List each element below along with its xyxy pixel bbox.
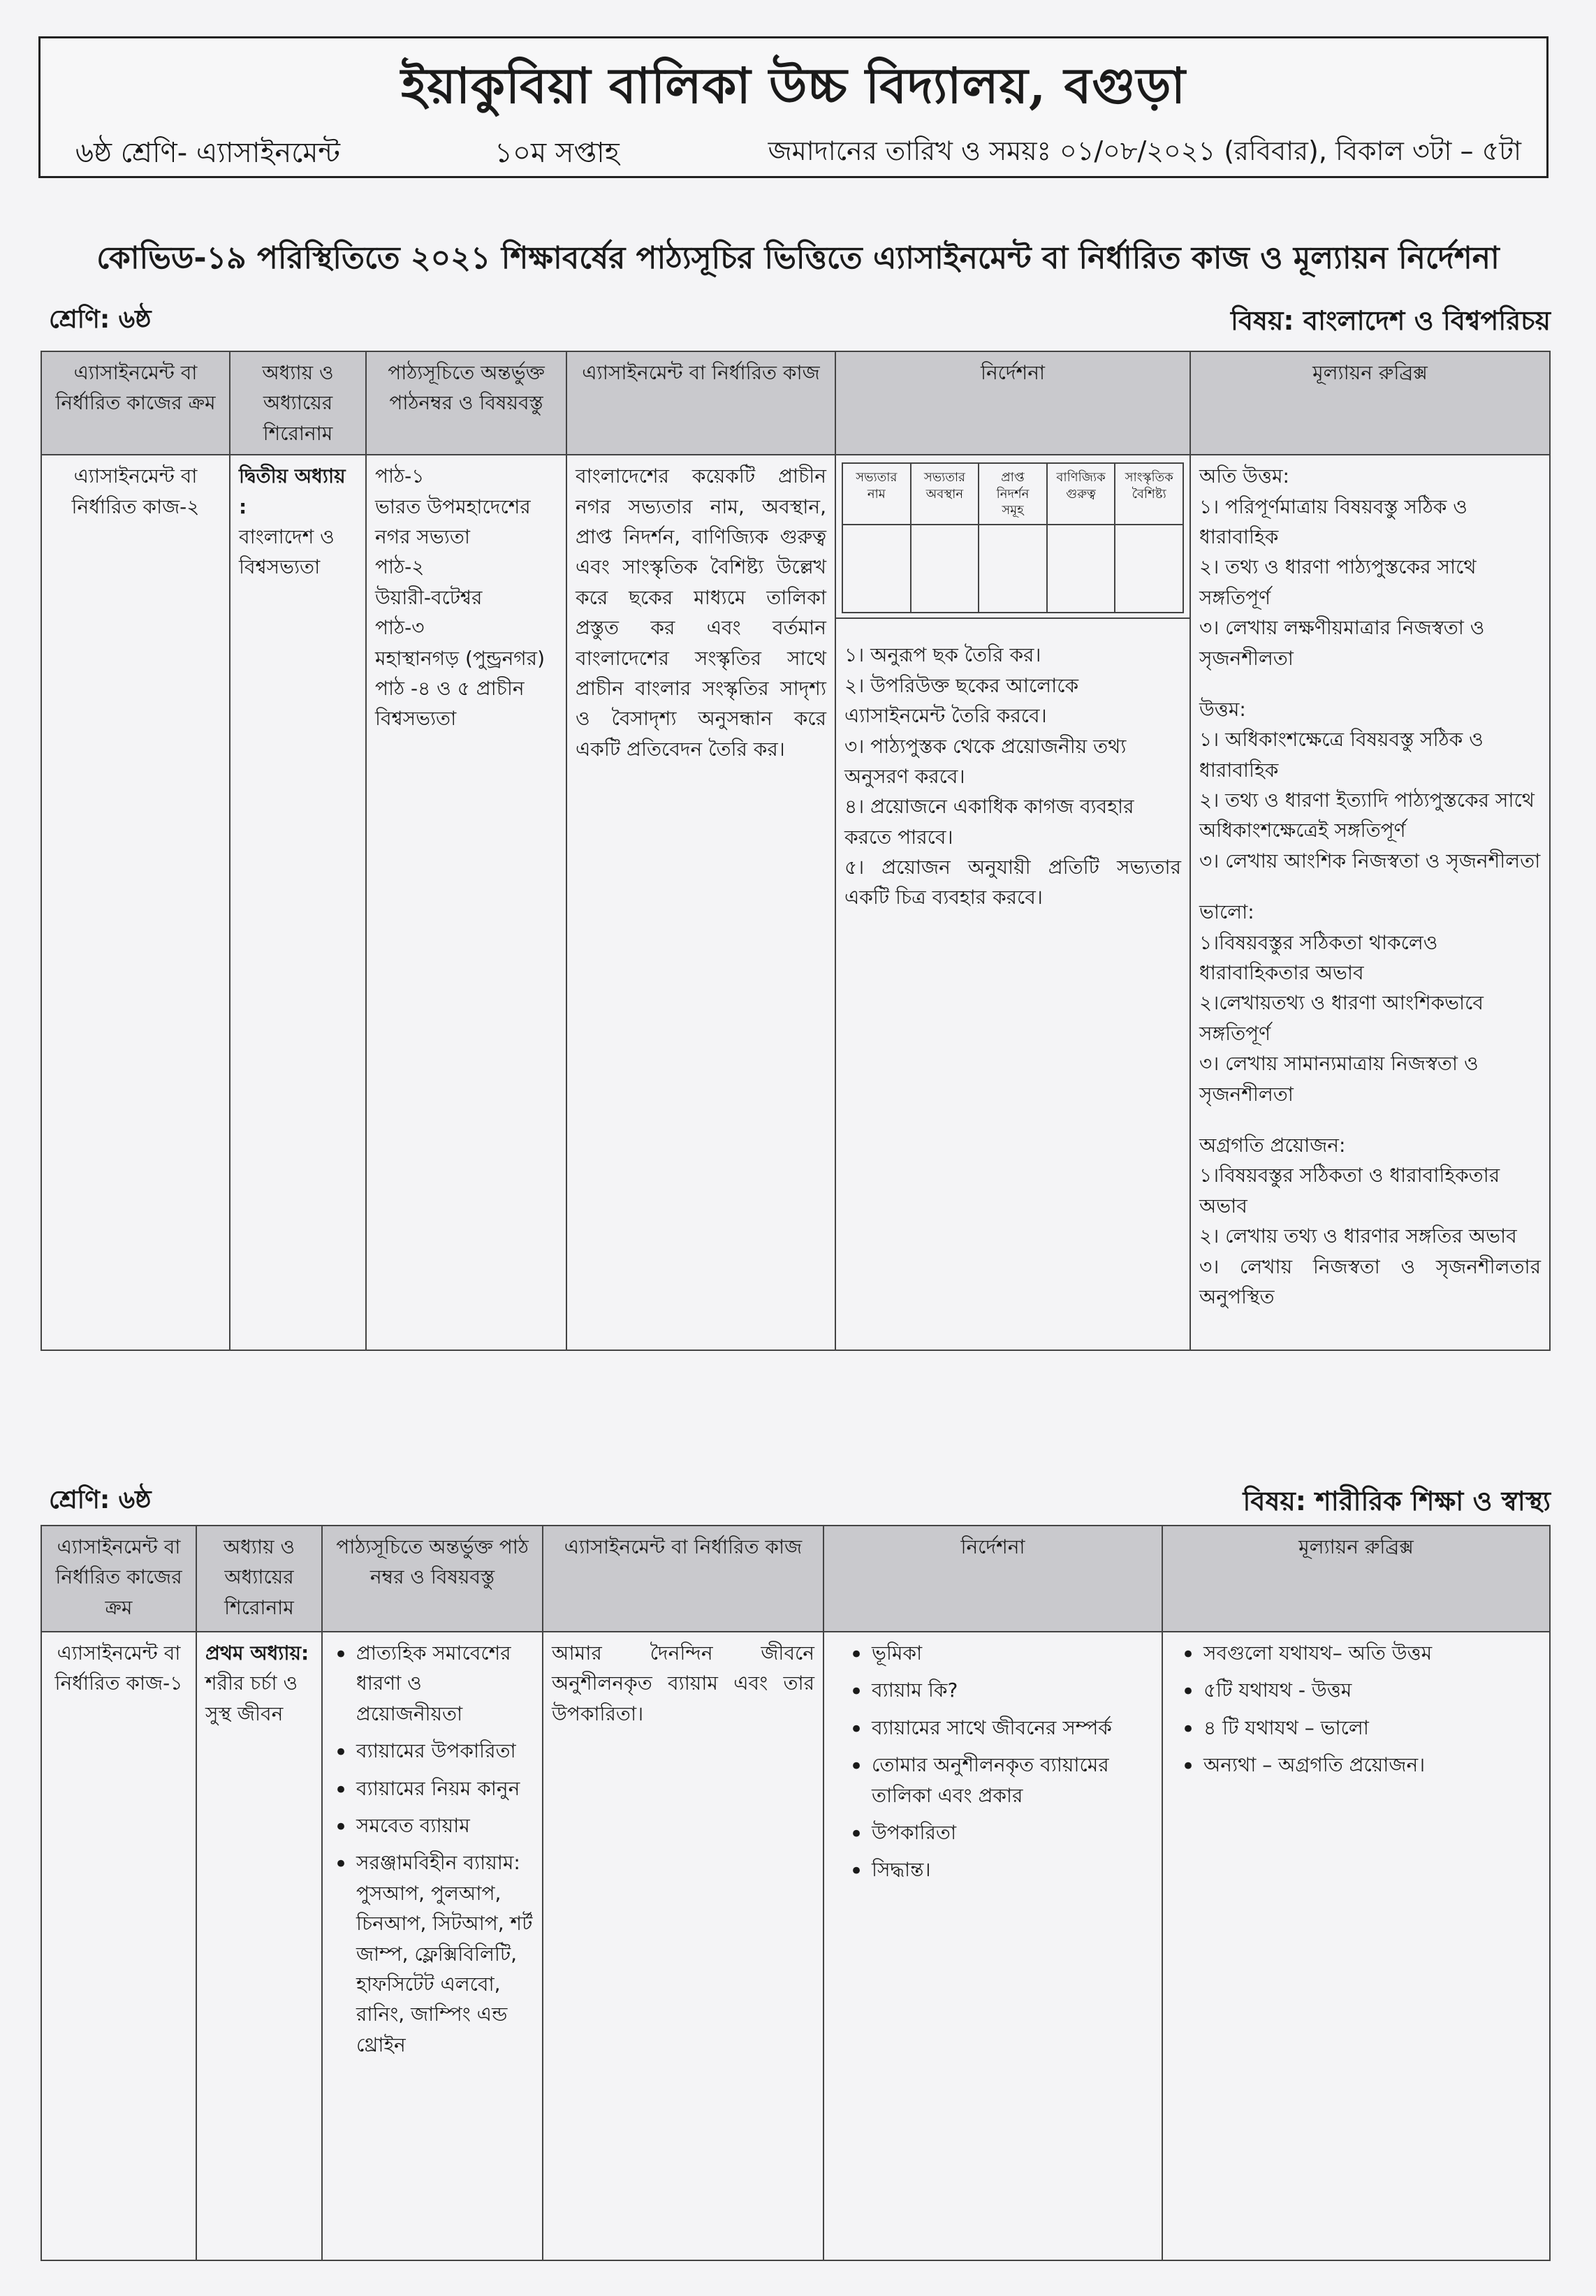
instruction-item: ৩। পাঠ্যপুস্তক থেকে প্রয়োজনীয় তথ্য অনুসরণ করবে।	[844, 734, 1127, 788]
lesson-item: • সরঞ্জামবিহীন ব্যায়াম: পুসআপ, পুলআপ, চিনআপ, সিটআপ, শর্ট জাম্প, ফ্লেক্সিবিলিটি, হাফসিটেট এলবো, রানিং, জাম্পিং এন্ড থ্রোইন	[331, 1848, 534, 2060]
section1-class-label: শ্রেণি: ৬ষ্ঠ	[49, 305, 152, 334]
lesson-line: পাঠ-১	[375, 465, 425, 488]
col-header-lessons: পাঠ্যসূচিতে অন্তর্ভুক্ত পাঠ নম্বর ও বিষয়বস্তু	[322, 1526, 543, 1632]
lesson-item: • সমবেত ব্যায়াম	[331, 1811, 534, 1841]
lesson-line: পাঠ-২	[375, 555, 425, 579]
section2-header-row	[41, 1526, 1550, 1632]
col-header-rubrics: মূল্যায়ন রুব্রিক্স	[1190, 351, 1550, 455]
rubric-item: ২। তথ্য ও ধারণা ইত্যাদি পাঠ্যপুস্তকের সাথে অধিকাংশক্ষেত্রেই সঙ্গতিপূর্ণ	[1199, 789, 1535, 842]
rubrics-cell	[1162, 1632, 1550, 2260]
sample-col-relics: প্রাপ্ত নিদর্শন সমূহ	[979, 463, 1047, 525]
instructions-list	[833, 1638, 1153, 1885]
instruction-item: • ব্যায়াম কি?	[847, 1675, 1153, 1705]
lesson-item: • ব্যায়ামের নিয়ম কানুন	[331, 1774, 534, 1804]
instruction-item: • উপকারিতা	[847, 1818, 1153, 1848]
assignment-no-cell: এ্যাসাইনমেন্ট বা নির্ধারিত কাজ-২	[41, 455, 230, 1350]
sample-col-location: সভ্যতার অবস্থান	[911, 463, 979, 525]
rubric-level: অতি উত্তম:	[1199, 465, 1289, 488]
instruction-item: • ব্যায়ামের সাথে জীবনের সম্পর্ক	[847, 1713, 1153, 1743]
sample-col-trade: বাণিজ্যিক গুরুত্ব	[1047, 463, 1115, 525]
chapter-bold: দ্বিতীয় অধ্যায় :	[239, 465, 346, 518]
instructions-cell	[835, 455, 1190, 1350]
header-box	[38, 36, 1549, 178]
instructions-list	[836, 617, 1189, 913]
instructions-cell	[823, 1632, 1162, 2260]
sample-col-name: সভ্যতার নাম	[842, 463, 911, 525]
section1-table	[41, 351, 1551, 1351]
col-header-lessons: পাঠ্যসূচিতে অন্তর্ভুক্ত পাঠনম্বর ও বিষয়বস্তু	[366, 351, 566, 455]
lesson-item: • প্রাত্যহিক সমাবেশের ধারণা ও প্রয়োজনীয়তা	[331, 1638, 534, 1729]
assignment-no-cell: এ্যাসাইনমেন্ট বা নির্ধারিত কাজ-১	[41, 1632, 196, 2260]
rubric-item: ২।লেখায়তথ্য ও ধারণা আংশিকভাবে সঙ্গতিপূর্ণ	[1199, 991, 1484, 1045]
chapter-title: বাংলাদেশ ও বিশ্বসভ্যতা	[239, 525, 335, 579]
col-header-instructions: নির্দেশনা	[823, 1526, 1162, 1632]
rubric-item: ২। তথ্য ও ধারণা পাঠ্যপুস্তকের সাথে সঙ্গতিপূর্ণ	[1199, 555, 1477, 609]
chapter-cell	[230, 455, 366, 1350]
lesson-item: • ব্যায়ামের উপকারিতা	[331, 1736, 534, 1766]
lesson-line: পাঠ -৪ ও ৫ প্রাচীন বিশ্বসভ্যতা	[375, 676, 525, 731]
rubric-item: ১।বিষয়বস্তুর সঠিকতা ও ধারাবাহিকতার অভাব	[1199, 1164, 1500, 1218]
col-header-assignment-no: এ্যাসাইনমেন্ট বা নির্ধারিত কাজের ক্রম	[41, 1526, 196, 1632]
instruction-item: ১। অনুরূপ ছক তৈরি কর।	[844, 643, 1041, 667]
rubric-item: ১। অধিকাংশক্ষেত্রে বিষয়বস্তু সঠিক ও ধারাবাহিক	[1199, 728, 1484, 782]
lessons-list	[331, 1638, 534, 2060]
col-header-assignment-no: এ্যাসাইনমেন্ট বা নির্ধারিত কাজের ক্রম	[41, 351, 230, 455]
section2-body-row	[41, 1632, 1550, 2260]
rubric-level: ভালো:	[1199, 900, 1254, 924]
instruction-item: ৫। প্রয়োজন অনুযায়ী প্রতিটি সভ্যতার একটি চিত্র ব্যবহার করবে।	[844, 856, 1181, 909]
instruction-item: ২। উপরিউক্ত ছকের আলোকে এ্যাসাইনমেন্ট তৈরি করবে।	[844, 673, 1079, 728]
chapter-cell	[196, 1632, 322, 2260]
rubric-item: • ৪ টি যথাযথ – ভালো	[1178, 1713, 1541, 1743]
rubric-item: ১।বিষয়বস্তুর সঠিকতা থাকলেও ধারাবাহিকতার অভাব	[1199, 930, 1438, 985]
submission-info: জমাদানের তারিখ ও সময়ঃ ০১/০৮/২০২১ (রবিবার), বিকাল ৩টা – ৫টা	[768, 136, 1521, 166]
lessons-cell	[322, 1632, 543, 2260]
instruction-item: • ভূমিকা	[847, 1638, 1153, 1668]
col-header-chapter: অধ্যায় ও অধ্যায়ের শিরোনাম	[230, 351, 366, 455]
rubric-item: • ৫টি যথাযথ - উত্তম	[1178, 1675, 1541, 1705]
lessons-cell	[366, 455, 566, 1350]
col-header-rubrics: মূল্যায়ন রুব্রিক্স	[1162, 1526, 1550, 1632]
chapter-title: শরীর চর্চা ও সুস্থ জীবন	[205, 1672, 298, 1725]
rubric-item: ৩। লেখায় লক্ষণীয়মাত্রার নিজস্বতা ও সৃজনশীলতা	[1199, 616, 1485, 670]
rubrics-cell	[1190, 455, 1550, 1350]
lesson-line: পাঠ-৩	[375, 616, 425, 640]
rubric-level: উত্তম:	[1199, 697, 1246, 721]
col-header-task: এ্যাসাইনমেন্ট বা নির্ধারিত কাজ	[543, 1526, 823, 1632]
section1-body-row	[41, 455, 1550, 1350]
section2-class-label: শ্রেণি: ৬ষ্ঠ	[49, 1486, 152, 1514]
rubric-item: • সবগুলো যথাযথ– অতি উত্তম	[1178, 1638, 1541, 1668]
sample-chart-table	[842, 462, 1184, 613]
col-header-task: এ্যাসাইনমেন্ট বা নির্ধারিত কাজ	[566, 351, 835, 455]
lesson-line: মহাস্থানগড় (পুন্ড্রনগর)	[375, 646, 545, 670]
section2-subject-label: বিষয়: শারীরিক শিক্ষা ও স্বাস্থ্য	[1243, 1486, 1551, 1516]
school-name: ইয়াকুবিয়া বালিকা উচ্চ বিদ্যালয়, বগুড়া	[401, 57, 1186, 115]
instruction-item: • তোমার অনুশীলনকৃত ব্যায়ামের তালিকা এবং প্রকার	[847, 1750, 1153, 1811]
rubric-level: অগ্রগতি প্রয়োজন:	[1199, 1133, 1346, 1157]
rubric-item: ৩। লেখায় আংশিক নিজস্বতা ও সৃজনশীলতা	[1199, 849, 1541, 872]
lesson-line: ভারত উপমহাদেশের নগর সভ্যতা	[375, 495, 531, 548]
rubric-item: ৩। লেখায় সামান্যমাত্রায় নিজস্বতা ও সৃজনশীলতা	[1199, 1052, 1479, 1106]
chapter-bold: প্রথম অধ্যায়:	[205, 1641, 309, 1665]
task-cell: আমার দৈনন্দিন জীবনে অনুশীলনকৃত ব্যায়াম এবং তার উপকারিতা।	[543, 1632, 823, 2260]
class-assignment-label: ৬ষ্ঠ শ্রেণি- এ্যাসাইনমেন্ট	[75, 137, 340, 169]
col-header-instructions: নির্দেশনা	[835, 351, 1190, 455]
instruction-item: ৪। প্রয়োজনে একাধিক কাগজ ব্যবহার করতে পারবে।	[844, 795, 1134, 849]
rubric-item: ১। পরিপূর্ণমাত্রায় বিষয়বস্তু সঠিক ও ধারাবাহিক	[1199, 495, 1467, 548]
sample-col-culture: সাংস্কৃতিক বৈশিষ্ট্য	[1115, 463, 1183, 525]
rubric-item: • অন্যথা – অগ্রগতি প্রয়োজন।	[1178, 1750, 1541, 1780]
rubric-item: ৩। লেখায় নিজস্বতা ও সৃজনশীলতার অনুপস্থিত	[1199, 1255, 1541, 1308]
document-heading: কোভিড-১৯ পরিস্থিতিতে ২০২১ শিক্ষাবর্ষের পাঠ্যসূচির ভিত্তিতে এ্যাসাইনমেন্ট বা নির্ধারিত কাজ ও মূল্যায়ন নির্দেশনা	[96, 240, 1500, 276]
section1-subject-label: বিষয়: বাংলাদেশ ও বিশ্বপরিচয়	[1231, 305, 1551, 336]
task-cell: বাংলাদেশের কয়েকটি প্রাচীন নগর সভ্যতার নাম, অবস্থান, প্রাপ্ত নিদর্শন, বাণিজ্যিক গুরুত্ব এবং সাংস্কৃতিক বৈশিষ্ট্য উল্লেখ করে ছকের মাধ্যমে তালিকা প্রস্তুত কর এবং বর্তমান বাংলাদেশের সংস্কৃতির সাথে প্রাচীন বাংলার সংস্কৃতির সাদৃশ্য ও বৈসাদৃশ্য অনুসন্ধান করে একটি প্রতিবেদন তৈরি কর।	[566, 455, 835, 1350]
section1-header-row	[41, 351, 1550, 455]
lesson-line: উয়ারী-বটেশ্বর	[375, 585, 483, 609]
section2-table	[41, 1525, 1551, 2261]
instruction-item: • সিদ্ধান্ত।	[847, 1855, 1153, 1885]
rubrics-list	[1171, 1638, 1541, 1781]
rubric-item: ২। লেখায় তথ্য ও ধারণার সঙ্গতির অভাব	[1199, 1224, 1517, 1248]
week-label: ১০ম সপ্তাহ	[495, 137, 620, 169]
col-header-chapter: অধ্যায় ও অধ্যায়ের শিরোনাম	[196, 1526, 322, 1632]
